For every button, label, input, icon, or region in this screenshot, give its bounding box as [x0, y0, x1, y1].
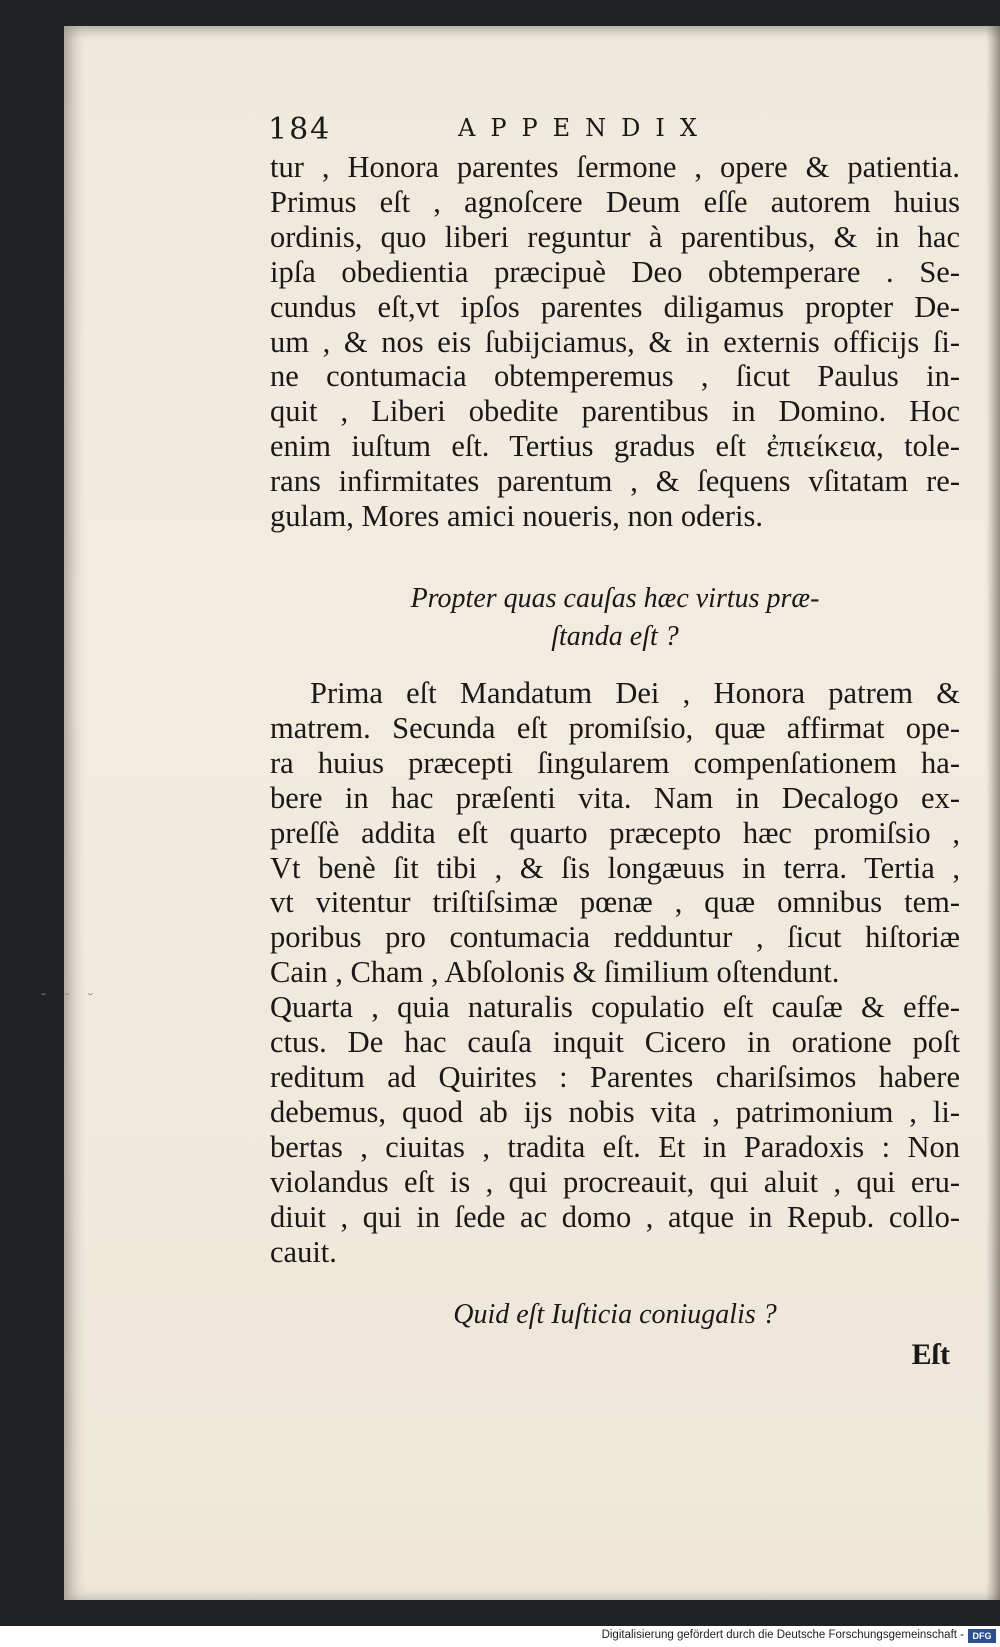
- page-number: 184: [268, 112, 332, 147]
- text-line: Vt benè ſit tibi , & ſis longæuus in terra. Tertia ,: [270, 850, 960, 885]
- footer-bar: [0, 1626, 1000, 1647]
- text-line: Quarta , quia naturalis copulatio eſt cauſæ & effe-: [270, 990, 960, 1025]
- text-line: diuit , qui in ſede ac domo , atque in Repub. collo-: [270, 1199, 960, 1234]
- text-line: bere in hac præſenti vita. Nam in Decalogo ex-: [270, 780, 960, 815]
- text-line: vt vitentur triſtiſsimæ pœnæ , quæ omnibus tem-: [270, 885, 960, 920]
- text-line: ipſa obedientia præcipuè Deo obtemperare . Se-: [270, 254, 960, 289]
- text-line: ctus. De hac cauſa inquit Cicero in oratione poſt: [270, 1025, 960, 1060]
- heading-line: Propter quas cauſas hæc virtus præ-: [410, 583, 820, 614]
- text-line: Cain , Cham , Abſolonis & ſimilium oſtendunt.: [270, 955, 840, 990]
- text-line: Primus eſt , agnoſcere Deum eſſe autorem huius: [270, 184, 960, 219]
- text-line: cundus eſt,vt ipſos parentes diligamus propter De-: [270, 289, 960, 324]
- text-line: matrem. Secunda eſt promiſsio, quæ affirmat ope-: [270, 710, 960, 745]
- text-line: um , & nos eis ſubijciamus, & in externis officijs ſi-: [270, 324, 960, 359]
- text-line: ne contumacia obtemperemus , ſicut Paulus in-: [270, 359, 960, 394]
- running-head: [268, 112, 968, 152]
- text-line: violandus eſt is , qui procreauit, qui aluit , qui eru-: [270, 1164, 960, 1199]
- text-line: tur , Honora parentes ſermone , opere & patientia.: [270, 150, 960, 184]
- section-heading-2: Quid eſt Iuſticia coniugalis ?: [453, 1299, 777, 1330]
- text-line: Prima eſt Mandatum Dei , Honora patrem &: [310, 676, 960, 710]
- paragraph-1: [270, 150, 960, 534]
- catchword: Eſt: [911, 1338, 950, 1371]
- heading-line: ſtanda eſt ?: [551, 621, 679, 652]
- text-line: poribus pro contumacia redduntur , ſicut hiſtoriæ: [270, 920, 960, 955]
- section-heading-1: [270, 580, 960, 656]
- text-line: gulam, Mores amici noueris, non oderis.: [270, 499, 763, 534]
- text-line: reditum ad Quirites : Parentes chariſsimos habere: [270, 1059, 960, 1094]
- text-line: bertas , ciuitas , tradita eſt. Et in Paradoxis : Non: [270, 1129, 960, 1164]
- footer-credit: Digitalisierung gefördert durch die Deutsche Forschungsgemeinschaft -: [601, 1629, 964, 1641]
- text-line: quit , Liberi obedite parentibus in Domino. Hoc: [270, 394, 960, 429]
- page-edge-shadow: [986, 26, 1000, 1600]
- text-line: preſſè addita eſt quarto præcepto hæc promiſsio ,: [270, 815, 960, 850]
- text-line: debemus, quod ab ijs nobis vita , patrimonium , li-: [270, 1094, 960, 1129]
- text-line: cauit.: [270, 1234, 337, 1269]
- text-line: enim iuſtum eſt. Tertius gradus eſt ἐπιείκεια, tole-: [270, 429, 960, 464]
- paragraph-2: [270, 676, 960, 1269]
- text-line: rans infirmitates parentum , & ſequens vſitatam re-: [270, 464, 960, 499]
- margin-marks: ˘ ˘ ˘: [40, 992, 100, 1008]
- text-line: ra huius præcepti ſingularem compenſationem ha-: [270, 745, 960, 780]
- text-line: ordinis, quo liberi reguntur à parentibus, & in hac: [270, 219, 960, 254]
- running-title: APPENDIX: [458, 114, 712, 142]
- dfg-logo[interactable]: DFG: [968, 1629, 996, 1643]
